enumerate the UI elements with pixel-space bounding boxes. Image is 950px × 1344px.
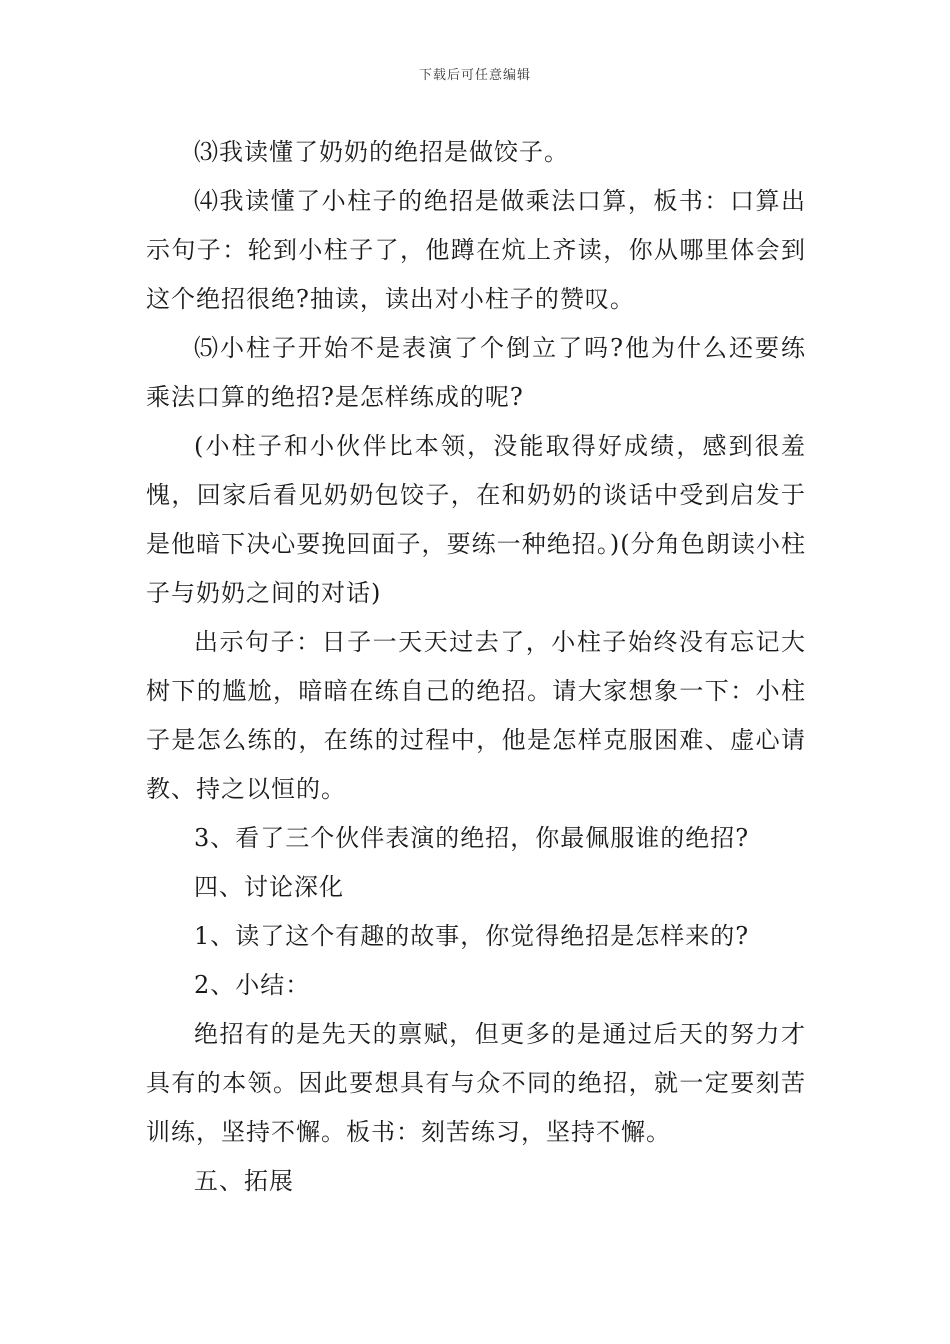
paragraph: ⑷我读懂了小柱子的绝招是做乘法口算，板书：口算出示句子：轮到小柱子了，他蹲在炕上齐读，你从哪里体会到这个绝招很绝?抽读，读出对小柱子的赞叹。 (146, 187, 806, 313)
paragraph: 绝招有的是先天的禀赋，但更多的是通过后天的努力才具有的本领。因此要想具有与众不同的绝招，就一定要刻苦训练，坚持不懈。板书：刻苦练习，坚持不懈。 (146, 1020, 806, 1146)
paragraph: 2、小结： (194, 971, 311, 999)
paragraph: 出示句子：日子一天天过去了，小柱子始终没有忘记大树下的尴尬，暗暗在练自己的绝招。请大家想象一下：小柱子是怎么练的，在练的过程中，他是怎样克服困难、虚心请教、持之以恒的。 (146, 628, 806, 803)
document-body (146, 128, 806, 1206)
paragraph: 3、看了三个伙伴表演的绝招，你最佩服谁的绝招? (194, 824, 750, 852)
paragraph: 1、读了这个有趣的故事，你觉得绝招是怎样来的? (194, 922, 750, 950)
section-heading: 四、讨论深化 (194, 873, 344, 901)
section-heading: 五、拓展 (194, 1167, 294, 1195)
paragraph: ⑸小柱子开始不是表演了个倒立了吗?他为什么还要练乘法口算的绝招?是怎样练成的呢? (146, 334, 806, 411)
paragraph: ⑶我读懂了奶奶的绝招是做饺子。 (194, 138, 569, 166)
page-header: 下载后可任意编辑 (418, 68, 531, 83)
paragraph: (小柱子和小伙伴比本领，没能取得好成绩，感到很羞愧，回家后看见奶奶包饺子，在和奶奶的谈话中受到启发于是他暗下决心要挽回面子，要练一种绝招。)(分角色朗读小柱子与奶奶之间的对话) (146, 432, 806, 607)
